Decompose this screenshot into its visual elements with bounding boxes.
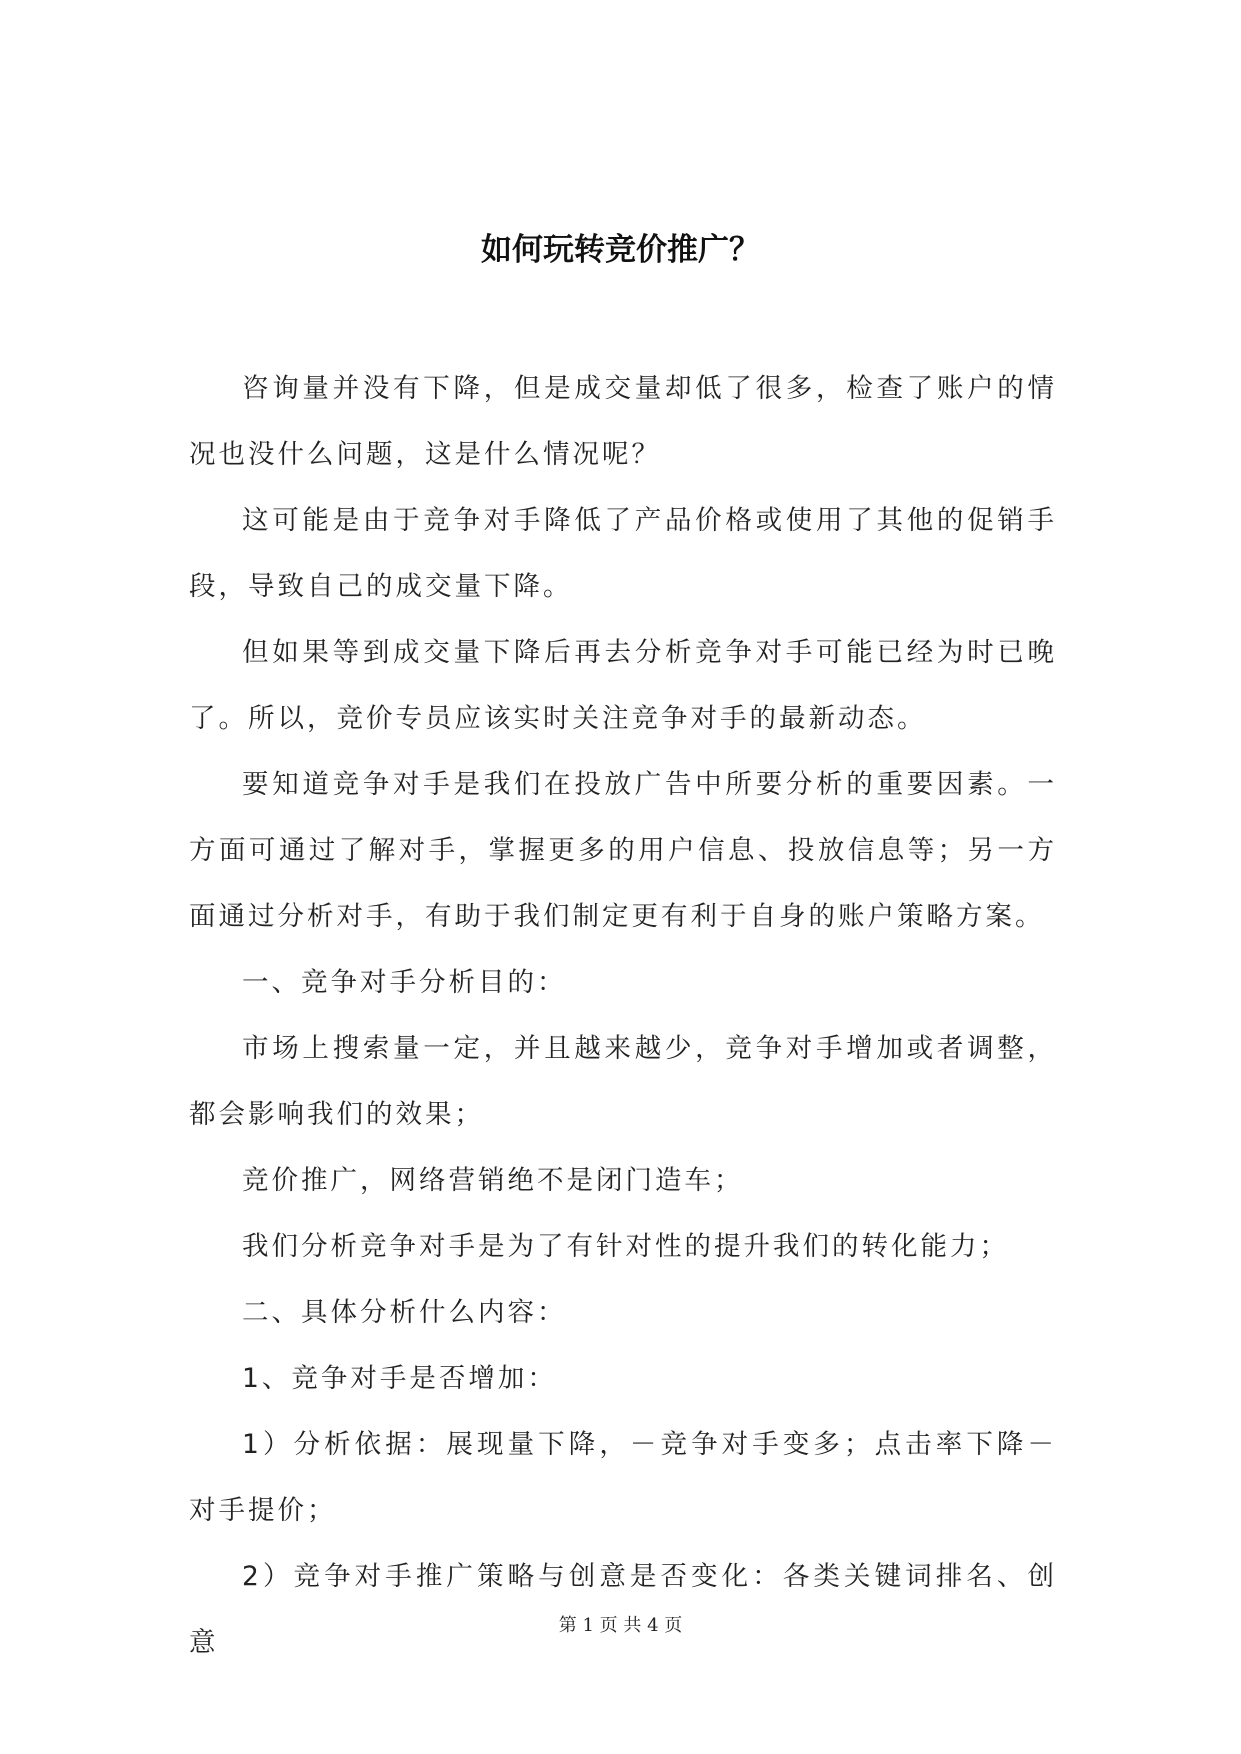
paragraph: 要知道竞争对手是我们在投放广告中所要分析的重要因素。一方面可通过了解对手，掌握更多的用户信息、投放信息等；另一方面通过分析对手，有助于我们制定更有利于自身的账户策略方案。: [189, 769, 1057, 932]
section-heading: 二、具体分析什么内容：: [242, 1297, 567, 1328]
paragraph: 竞价推广，网络营销绝不是闭门造车；: [242, 1165, 744, 1196]
paragraph: 市场上搜索量一定，并且越来越少，竞争对手增加或者调整，都会影响我们的效果；: [189, 1033, 1057, 1130]
subsection-heading: 1、竞争对手是否增加：: [242, 1363, 557, 1394]
section-heading: 一、竞争对手分析目的：: [242, 967, 567, 998]
paragraph: 咨询量并没有下降，但是成交量却低了很多，检查了账户的情况也没什么问题，这是什么情况呢？: [189, 373, 1057, 470]
page-number-footer: 第 1 页 共 4 页: [558, 1615, 683, 1636]
paragraph: 但如果等到成交量下降后再去分析竞争对手可能已经为时已晚了。所以，竞价专员应该实时关注竞争对手的最新动态。: [189, 637, 1057, 734]
document-body: [189, 356, 1057, 1676]
list-item: 2）竞争对手推广策略与创意是否变化：各类关键词排名、创意: [189, 1561, 1057, 1658]
paragraph: 这可能是由于竞争对手降低了产品价格或使用了其他的促销手段，导致自己的成交量下降。: [189, 505, 1057, 602]
paragraph: 我们分析竞争对手是为了有针对性的提升我们的转化能力；: [242, 1231, 1009, 1262]
document-title: 如何玩转竞价推广？: [481, 232, 760, 268]
list-item: 1）分析依据：展现量下降，－竞争对手变多；点击率下降－对手提价；: [189, 1429, 1057, 1526]
